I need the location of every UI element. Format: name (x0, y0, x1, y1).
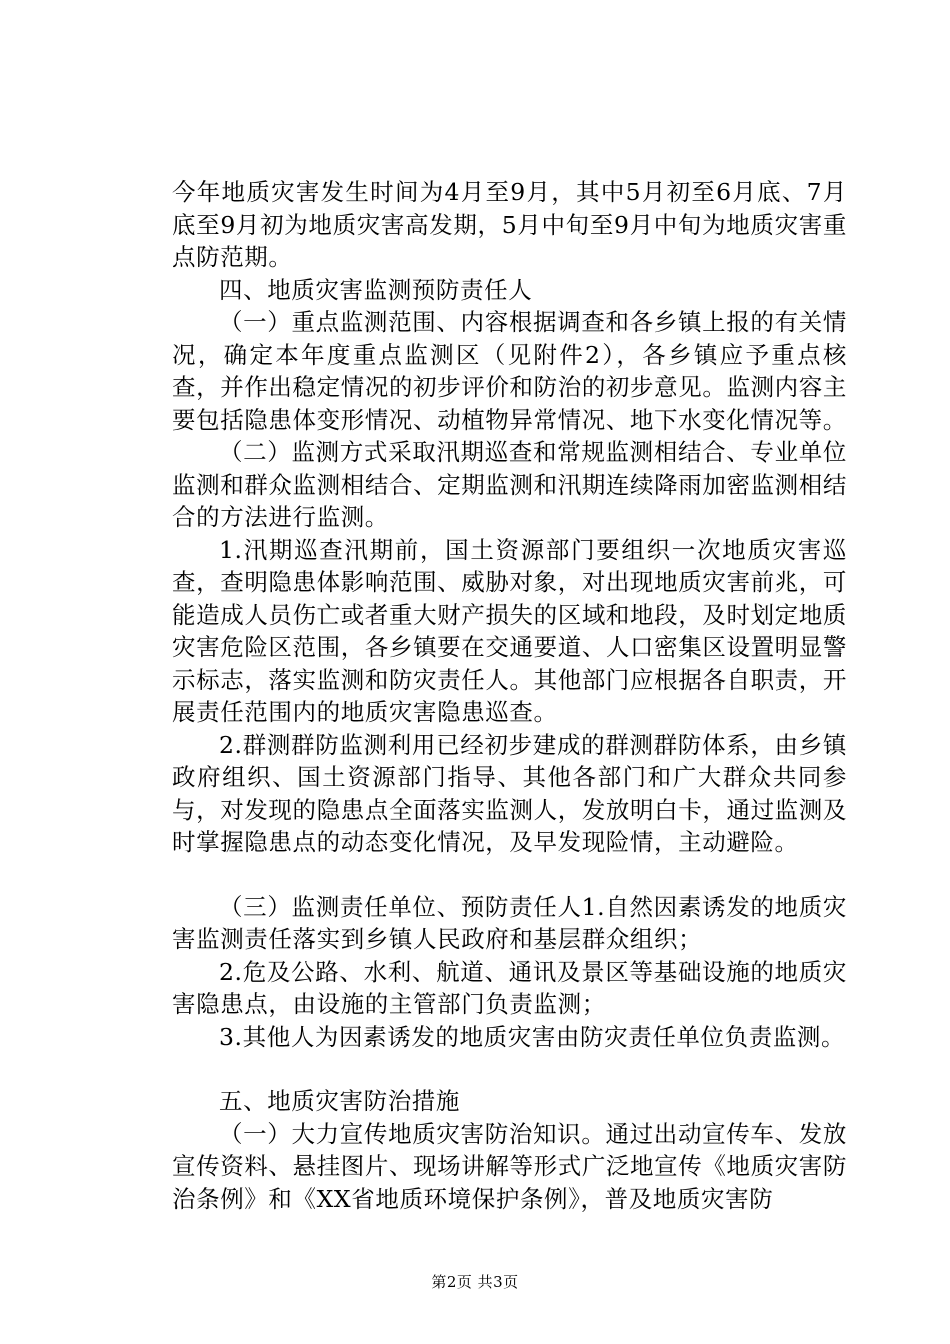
paragraph-infrastructure-hazards: 2.危及公路、水利、航道、通讯及景区等基础设施的地质灾害隐患点，由设施的主管部门负责监测； (172, 957, 847, 1018)
paragraph-responsible-units: （三）监测责任单位、预防责任人1.自然因素诱发的地质灾害监测责任落实到乡镇人民政府和基层群众组织； (172, 892, 847, 953)
section-heading-monitoring-responsibility: 四、地质灾害监测预防责任人 (219, 275, 533, 304)
paragraph-key-monitoring-scope: （一）重点监测范围、内容根据调查和各乡镇上报的有关情况，确定本年度重点监测区（见附件2），各乡镇应予重点核查，并作出稳定情况的初步评价和防治的初步意见。监测内容主要包括隐患体变形情况、动植物异常情况、地下水变化情况等。 (172, 308, 847, 434)
section-heading-prevention-measures: 五、地质灾害防治措施 (219, 1087, 460, 1115)
page-number-footer: 第2页 共3页 (431, 1273, 519, 1291)
paragraph-flood-season-patrol: 1.汛期巡查汛期前，国土资源部门要组织一次地质灾害巡查，查明隐患体影响范围、威胁对象，对出现地质灾害前兆，可能造成人员伤亡或者重大财产损失的区域和地段，及时划定地质灾害危险区范围，各乡镇要在交通要道、人口密集区设置明显警示标志，落实监测和防灾责任人。其他部门应根据各自职责，开展责任范围内的地质灾害隐患巡查。 (172, 535, 847, 726)
paragraph-human-induced-hazards: 3.其他人为因素诱发的地质灾害由防灾责任单位负责监测。 (219, 1022, 846, 1051)
paragraph-disaster-period: 今年地质灾害发生时间为4月至9月，其中5月初至6月底、7月底至9月初为地质灾害高发期，5月中旬至9月中旬为地质灾害重点防范期。 (172, 178, 847, 271)
paragraph-monitoring-method: （二）监测方式采取汛期巡查和常规监测相结合、专业单位监测和群众监测相结合、定期监测和汛期连续降雨加密监测相结合的方法进行监测。 (172, 438, 847, 531)
document-body (172, 176, 847, 1215)
paragraph-mass-monitoring: 2.群测群防监测利用已经初步建成的群测群防体系，由乡镇政府组织、国土资源部门指导、其他各部门和广大群众共同参与，对发现的隐患点全面落实监测人，发放明白卡，通过监测及时掌握隐患点的动态变化情况，及早发现险情，主动避险。 (172, 730, 847, 856)
paragraph-publicity: （一）大力宣传地质灾害防治知识。通过出动宣传车、发放宣传资料、悬挂图片、现场讲解等形式广泛地宣传《地质灾害防治条例》和《XX省地质环境保护条例》，普及地质灾害防 (172, 1119, 847, 1213)
